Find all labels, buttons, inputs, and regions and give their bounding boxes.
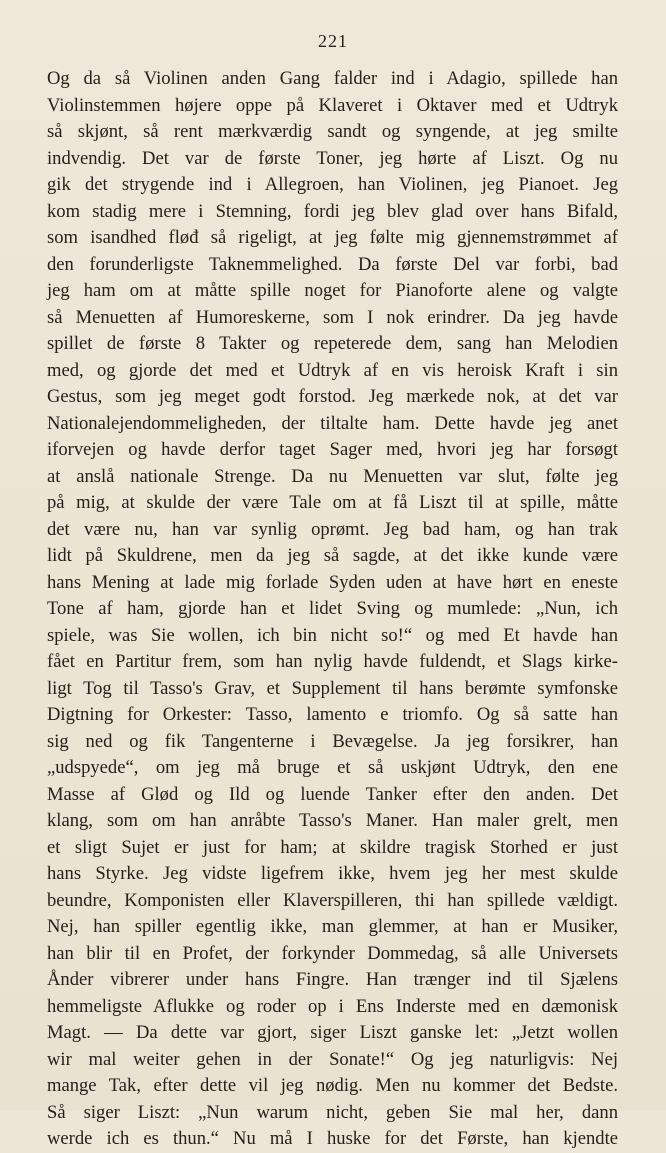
text-line: Tone af ham, gjorde han et lidet Sving og mumlede: „Nun, ich xyxy=(47,598,618,619)
text-line: Gestus, som jeg meget godt forstod. Jeg mærkede nok, at det var xyxy=(47,386,618,407)
text-line: Magt. — Da dette var gjort, siger Liszt ganske let: „Jetzt wollen xyxy=(47,1022,618,1043)
text-line: Og da så Violinen anden Gang falder ind i Adagio, spillede han xyxy=(47,68,618,89)
text-line: jeg ham om at måtte spille noget for Pianoforte alene og valgte xyxy=(47,280,618,301)
page-number: 221 xyxy=(318,31,348,51)
text-line: „udspyede“, om jeg må bruge et så uskjønt Udtryk, den ene xyxy=(47,757,618,778)
text-line: ligt Tog til Tasso's Grav, et Supplement til hans berømte symfonske xyxy=(47,677,618,699)
text-line: wir mal weiter gehen in der Sonate!“ Og jeg naturligvis: Nej xyxy=(47,1048,618,1070)
text-line: Nationalejendommeligheden, der tiltalte ham. Dette havde jeg anet xyxy=(47,412,618,434)
text-line: med, og gjorde det med et Udtryk af en vis heroisk Kraft i sin xyxy=(47,359,618,381)
text-line: hemmeligste Aflukke og roder op i Ens Inderste med en dæmonisk xyxy=(47,995,618,1017)
text-line: at anslå nationale Strenge. Da nu Menuetten var slut, følte jeg xyxy=(47,465,618,487)
text-line: på mig, at skulde der være Tale om at få Liszt til at spille, måtte xyxy=(47,492,618,513)
text-line: mange Tak, efter dette vil jeg nødig. Men nu kommer det Bedste. xyxy=(47,1075,618,1096)
text-line: kom stadig mere i Stemning, fordi jeg blev glad over hans Bifald, xyxy=(47,200,618,222)
text-line: han blir til en Profet, der forkynder Dommedag, så alle Universets xyxy=(47,942,618,964)
text-line: iforvejen og havde derfor taget Sager med, hvori jeg har forsøgt xyxy=(47,439,618,460)
text-line: Ånder vibrerer under hans Fingre. Han trænger ind til Sjælens xyxy=(47,969,618,990)
text-line: spiele, was Sie wollen, ich bin nicht so!“ og med Et havde han xyxy=(47,624,618,646)
text-line: spillet de første 8 Takter og repeterede dem, sang han Melodien xyxy=(47,333,618,354)
text-line: werde ich es thun.“ Nu må I huske for det Første, han kjendte xyxy=(47,1128,618,1149)
text-line: indvendig. Det var de første Toner, jeg hørte af Liszt. Og nu xyxy=(47,147,618,169)
text-line: hans Mening at lade mig forlade Syden uden at have hørt en eneste xyxy=(47,571,618,593)
text-line: så skjønt, så rent mærkværdig sandt og syngende, at jeg smilte xyxy=(47,121,618,142)
text-line: Nej, han spiller egentlig ikke, man glemmer, at han er Musiker, xyxy=(47,916,618,937)
text-line: beundre, Komponisten eller Klaverspilleren, thi han spillede vældigt. xyxy=(47,889,618,911)
text-line: som isandhed fløđ så rigeligt, at jeg følte mig gjennemstrømmet af xyxy=(47,227,618,248)
text-line: Så siger Liszt: „Nun warum nicht, geben Sie mal her, dann xyxy=(47,1101,618,1123)
text-line: Digtning for Orkester: Tasso, lamento e triomfo. Og så satte han xyxy=(47,704,618,725)
text-line: klang, som om han anråbte Tasso's Maner. Han maler grelt, men xyxy=(47,810,618,831)
text-line: så Menuetten af Humoreskerne, som I nok erindrer. Da jeg havde xyxy=(47,306,618,328)
text-line: lidt på Skuldrene, men da jeg så sagde, at det ikke kunde være xyxy=(47,545,618,566)
text-line: det være nu, han var synlig oprømt. Jeg bad ham, og han trak xyxy=(47,518,618,540)
body-text xyxy=(47,66,618,1153)
text-line: et sligt Sujet er just for ham; at skildre tragisk Storhed er just xyxy=(47,836,618,858)
text-line: hans Styrke. Jeg vidste ligefrem ikke, hvem jeg her mest skulde xyxy=(47,863,618,884)
text-line: fået en Partitur frem, som han nylig havde fuldendt, et Slags kirke- xyxy=(47,651,618,672)
text-line: sig ned og fik Tangenterne i Bevægelse. Ja jeg forsikrer, han xyxy=(47,730,618,752)
text-line: gik det strygende ind i Allegroen, han Violinen, jeg Pianoet. Jeg xyxy=(47,174,618,195)
text-line: Masse af Glød og Ild og luende Tanker efter den anden. Det xyxy=(47,783,618,805)
text-line: Violinstemmen højere oppe på Klaveret i Oktaver med et Udtryk xyxy=(47,94,618,116)
text-line: den forunderligste Taknemmelighed. Da første Del var forbi, bad xyxy=(47,253,618,275)
